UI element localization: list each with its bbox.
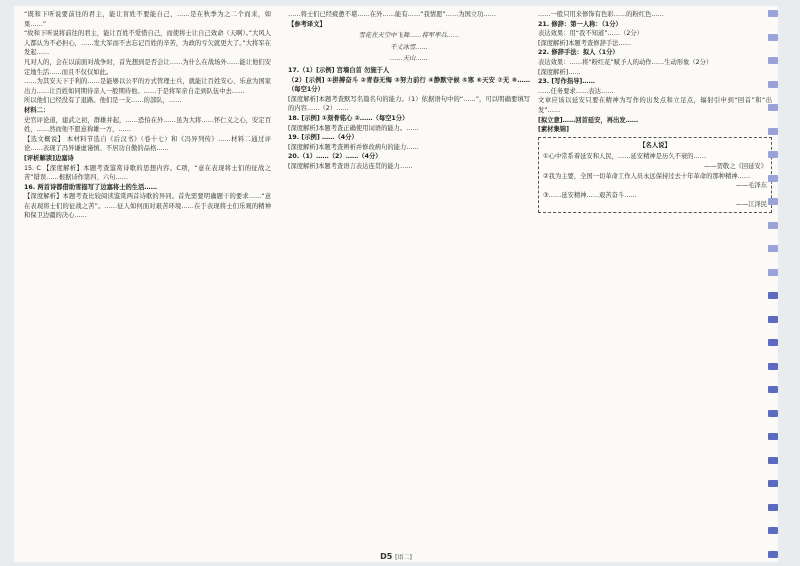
poem-line: ……天山…… <box>390 55 428 63</box>
quote-text: ②我为主要，全国一切革命工作人员永远保持过去十年革命的那种精神…… <box>543 172 751 180</box>
analysis-18: [深度解析]本题考查正确使用词语的能力。…… <box>288 124 419 132</box>
quote-author: ——江泽民 <box>735 201 767 209</box>
answer-18: 18. [示例] ①刻骨铭心 ②……（每空1分） <box>288 114 409 122</box>
analysis-16: 【深度解析】本题考查比较阅读鉴赏两首诗歌的异同。首先需要明确题干的要求……“意在表现将士们的征战之苦”。……征人如何面对艰苦环境……在于表现将士们乐观的精神和保卫边疆的决心…… <box>24 193 271 220</box>
index-tab <box>768 433 778 440</box>
index-tab <box>768 457 778 464</box>
quote-author: ——贺敬之《回延安》 <box>704 162 767 170</box>
answer-17-2: （2）[示例] ①拼搏奋斗 ②青春无悔 ③努力前行 ④静默守候 ⑤寒 ⑥天安 ⑦无 ⑧……（每空1分） <box>288 76 530 94</box>
section-heading: 【参考译文】 <box>288 20 326 28</box>
paragraph: 史官评论道，建武之初，群雄并起，……恐怕在外……虽为大将……怀仁义之心，安定百姓，……然而他不愿意称雄一方，…… <box>24 116 271 134</box>
index-tab <box>768 81 778 88</box>
index-tab <box>768 269 778 276</box>
index-tab <box>768 34 778 41</box>
index-tab <box>768 292 778 299</box>
column-right <box>538 10 772 550</box>
index-tab <box>768 316 778 323</box>
index-tab <box>768 410 778 417</box>
answer-21-effect: 表达效果：用“我不知道”……（2分） <box>538 30 643 38</box>
index-tab <box>768 222 778 229</box>
answer-20: 20.（1）……（2）……（4分） <box>288 153 382 161</box>
thesis: [拟立意]……回首延安，再出发…… <box>538 116 639 124</box>
index-tab <box>768 504 778 511</box>
quotes-title: 【名人说】 <box>639 141 671 149</box>
analysis-22: [深度解析]…… <box>538 68 581 76</box>
index-tab <box>768 245 778 252</box>
analysis-19: [深度解析]本题考查辨析并修改病句的能力…… <box>288 143 419 151</box>
index-tab <box>768 386 778 393</box>
writing-guide: 文章应该以延安只要在精神为写作的出发点和立足点，辐射引申到“回首”和“出发”…… <box>538 97 772 114</box>
index-tab <box>768 104 778 111</box>
index-tab <box>768 363 778 370</box>
writing-guide: ……任务要求……表达…… <box>538 87 614 95</box>
index-tab <box>768 128 778 135</box>
paragraph: ……将士们已经疲惫不堪……在外……能有……“我情愿”……为国立功…… <box>288 11 497 18</box>
paragraph: ……一般只用来修饰有色彩……的粉红色…… <box>538 11 664 18</box>
paragraph: 所以他们已经没有了退路。他们是一支……的部队，…… <box>24 97 182 105</box>
answer-22: 22. 修辞手法：拟人（1分） <box>538 49 619 57</box>
index-tab <box>768 151 778 158</box>
analysis-20: [深度解析]本题考查语言表达连贯的能力…… <box>288 162 413 170</box>
material-heading: [素材集锦] <box>538 126 569 134</box>
paragraph: “故和下听说将前往的君主，能让百姓不爱惜自己，而使将士让自己效命（天啊）。”大风人人都认为不必担心，……发大军而不去忘记百姓的辛苦，为政的亏欠就更大了。”大将军在发起…… <box>24 30 271 57</box>
index-tab <box>768 175 778 182</box>
index-tab <box>768 57 778 64</box>
column-left <box>24 10 271 550</box>
famous-quotes-box <box>538 137 772 213</box>
section-heading: [评析解读]边塞诗 <box>24 154 74 162</box>
analysis-17: [深度解析]本题考查默写名篇名句的能力。（1）依据语句中的“……”，可以明确要填写的内容……（2）…… <box>288 95 530 113</box>
quote-author: ——毛泽东 <box>735 182 767 190</box>
answer-17-1: 17.（1）[示例] 宫墙白首 勿施于人 <box>288 66 390 74</box>
paragraph: 【选文概说】 本材料节选自《后汉书》（卷十七）和《冯异列传》……材料二通过评论……表现了冯异谦虚谨慎、不居功自傲的品格…… <box>24 135 271 153</box>
page-section: [语二] <box>395 554 412 561</box>
answer-19: 19. [示例] ……（4分） <box>288 134 358 142</box>
paragraph: 凡对人的，会在以前面对战争时，首先想到是否会让……为什么在战场外……能让他们安定地生活……而且不仅仅如此。 <box>24 58 271 76</box>
poem-line: 千丈冰雪…… <box>390 43 428 51</box>
page-number: D5 <box>380 552 393 561</box>
index-tab <box>768 10 778 17</box>
paragraph: ……为其安天下于利的……是能够以公平的方式管理士兵，就能让百姓安心、乐意为国家出力……让百姓如同期待亲人一般期待他。……于是将军亲自走到队伍中去…… <box>24 78 271 95</box>
edge-index-tabs <box>768 10 778 558</box>
exam-answer-sheet <box>14 6 778 562</box>
quote-text: ③……延安精神……艰苦奋斗…… <box>543 191 637 199</box>
index-tab <box>768 339 778 346</box>
quote-text: ①心中常系着延安和人民，……延安精神是历久不衰的…… <box>543 153 707 161</box>
answer-15: 15. C 【深度解析】本题考查鉴赏诗歌的思想内容。C项，“意在表现将士们的征战之苦”错误……根据诗作第四、六句…… <box>24 164 271 182</box>
paragraph: 材料二： <box>24 106 50 114</box>
index-tab <box>768 527 778 534</box>
analysis-21: [深度解析]本题考查修辞手法…… <box>538 39 632 47</box>
paragraph: “既和下听说要前往的君主，能让盲姓不要能自己，……是在秋季为之二个而来，如果……” <box>24 11 271 28</box>
index-tab <box>768 198 778 205</box>
index-tab <box>768 480 778 487</box>
answer-16: 16. 两首诗都借助雪描写了边塞将士的生活…… <box>24 183 157 191</box>
answer-21: 21. 修辞：第一人称：（1分） <box>538 20 622 28</box>
page-footer <box>14 552 778 561</box>
column-middle <box>288 10 530 550</box>
poem-line: 雪花在天空中飞舞……将军率兵…… <box>358 32 460 40</box>
answer-23: 23. [写作指导]…… <box>538 78 595 86</box>
answer-22-effect: 表达效果：……将“粉红花”赋予人的动作……生动形象（2分） <box>538 58 713 66</box>
